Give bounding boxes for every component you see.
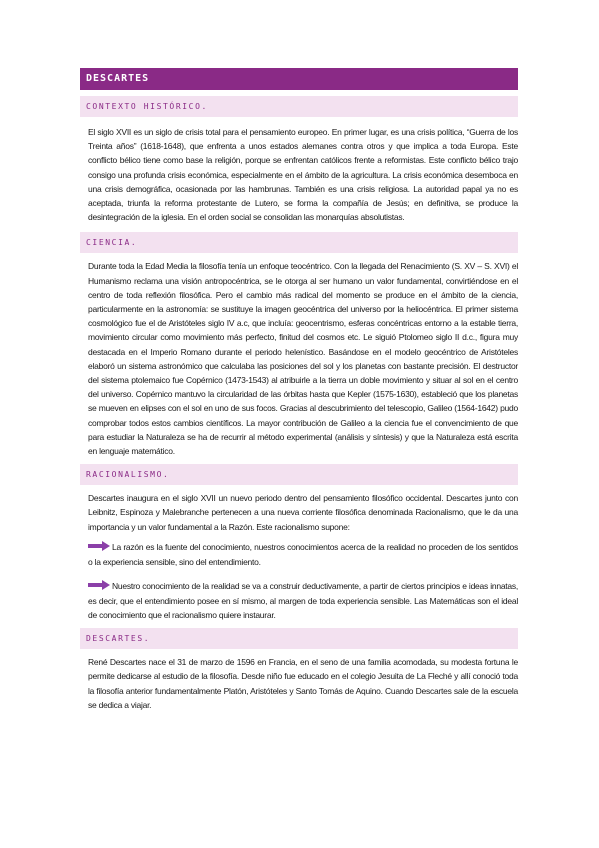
section-heading-ciencia: CIENCIA. — [80, 232, 518, 253]
section-paragraph: El siglo XVII es un siglo de crisis total para el pensamiento europeo. En primer lugar, es una crisis política, “Guerra de los Treinta años” (1618-1648), que enfrenta a unos estados alemanes contra otros y que implica a toda Europa. Este conflicto bélico tiene como base la religión, porque se enfrentan católicos frente a reformistas. Este conflicto bélico trajo consigo una profunda crisis económica, especialmente en el ámbito de la agricultura. La crisis económica desemboca en una crisis demográfica, ocasionada por las hambrunas. También es una crisis religiosa. La autoridad papal ya no es aceptada, triunfa la reforma protestante de Lutero, se forma la compañía de Jesús; en definitiva, se produce la desintegración de la iglesia. En el orden social se consolidan las monarquías absolutistas. — [88, 127, 518, 223]
section-paragraph: Descartes inaugura en el siglo XVII un nuevo periodo dentro del pensamiento filosófico occidental. Descartes junto con Leibnitz, Espinoza y Malebranche pertenecen a una nueva corriente filosófica denominada Racionalismo, que le da una importancia y un valor fundamental a la Razón. Este racionalismo supone: — [88, 493, 518, 532]
section-paragraph: Durante toda la Edad Media la filosofía tenía un enfoque teocéntrico. Con la llegada del Renacimiento (S. XV – S. XVI) el Humanismo reclama una visión antropocéntrica, se le otorga al ser humano un valor fundamental, convirtiéndose en el centro de toda reflexión filosófica. Pero el cambio más radical del momento se produce en el ámbito de la ciencia, particularmente en la astronomía: se sustituye la imagen geocéntrica del universo por la heliocéntrica. El primer sistema cosmológico fue el de Aristóteles siglo IV a.c, que incluía: geocentrismo, esferas concéntricas entorno a la estable tierra, movimiento circular como movimiento más perfecto, finitud del cosmos etc. Le siguió Ptolomeo siglo II d.c., figura muy destacada en el Imperio Romano durante el periodo helenístico. Basándose en el modelo geocéntrico de Aristóteles elaboró un sistema astronómico que calculaba las posiciones del sol y los planetas con bastante precisión. El destructor del sistema ptolemaico fue Copérnico (1473-1543) al atribuirle a la tierra un doble movimiento y situar al sol en el centro del universo. Copérnico mantuvo la circularidad de las órbitas hasta que Kepler (1575-1630), estableció que los planetas se mueven en elipses con el sol en uno de sus focos. Gracias al descubrimiento del telescopio, Galileo (1564-1642) pudo comprobar todos estos cambios científicos. La mayor contribución de Galileo a la ciencia fue el convencimiento de que para estudiar la Naturaleza se ha de recurrir al método experimental (análisis y síntesis) y que la Naturaleza está escrita en lenguaje matemático. — [88, 261, 518, 457]
section-paragraph: René Descartes nace el 31 de marzo de 1596 en Francia, en el seno de una familia acomodada, su modesta fortuna le permite dedicarse al estudio de la filosofía. Desde niño fue educado en el colegio Jesuita de La Fleché y allí conoció toda la filosofía anterior fundamentalmente Platón, Aristóteles y Santo Tomás de Aquino. Cuando Descartes sale de la escuela se dedica a viajar. — [88, 657, 518, 710]
right-arrow-icon — [88, 580, 110, 594]
bullet-text: Nuestro conocimiento de la realidad se va a construir deductivamente, a partir de ciertos principios e ideas innatas, es decir, que el entendimiento posee en sí mismo, al margen de toda experiencia sensible. Las Matemáticas son el ideal de conocimiento que el racionalismo quiere instaurar. — [88, 580, 518, 620]
document-page — [80, 68, 518, 712]
bullet-text: La razón es la fuente del conocimiento, nuestros conocimientos acerca de la realidad no proceden de los sentidos o la experiencia sensible, sino del entendimiento. — [88, 541, 518, 567]
section-heading-contexto: CONTEXTO HISTÓRICO. — [80, 96, 518, 117]
document-title: DESCARTES — [80, 68, 518, 90]
section-heading-descartes: DESCARTES. — [80, 628, 518, 649]
bullet-item — [80, 579, 518, 628]
bullet-item — [80, 540, 518, 579]
right-arrow-icon — [88, 541, 110, 555]
section-heading-racionalismo: RACIONALISMO. — [80, 464, 518, 485]
